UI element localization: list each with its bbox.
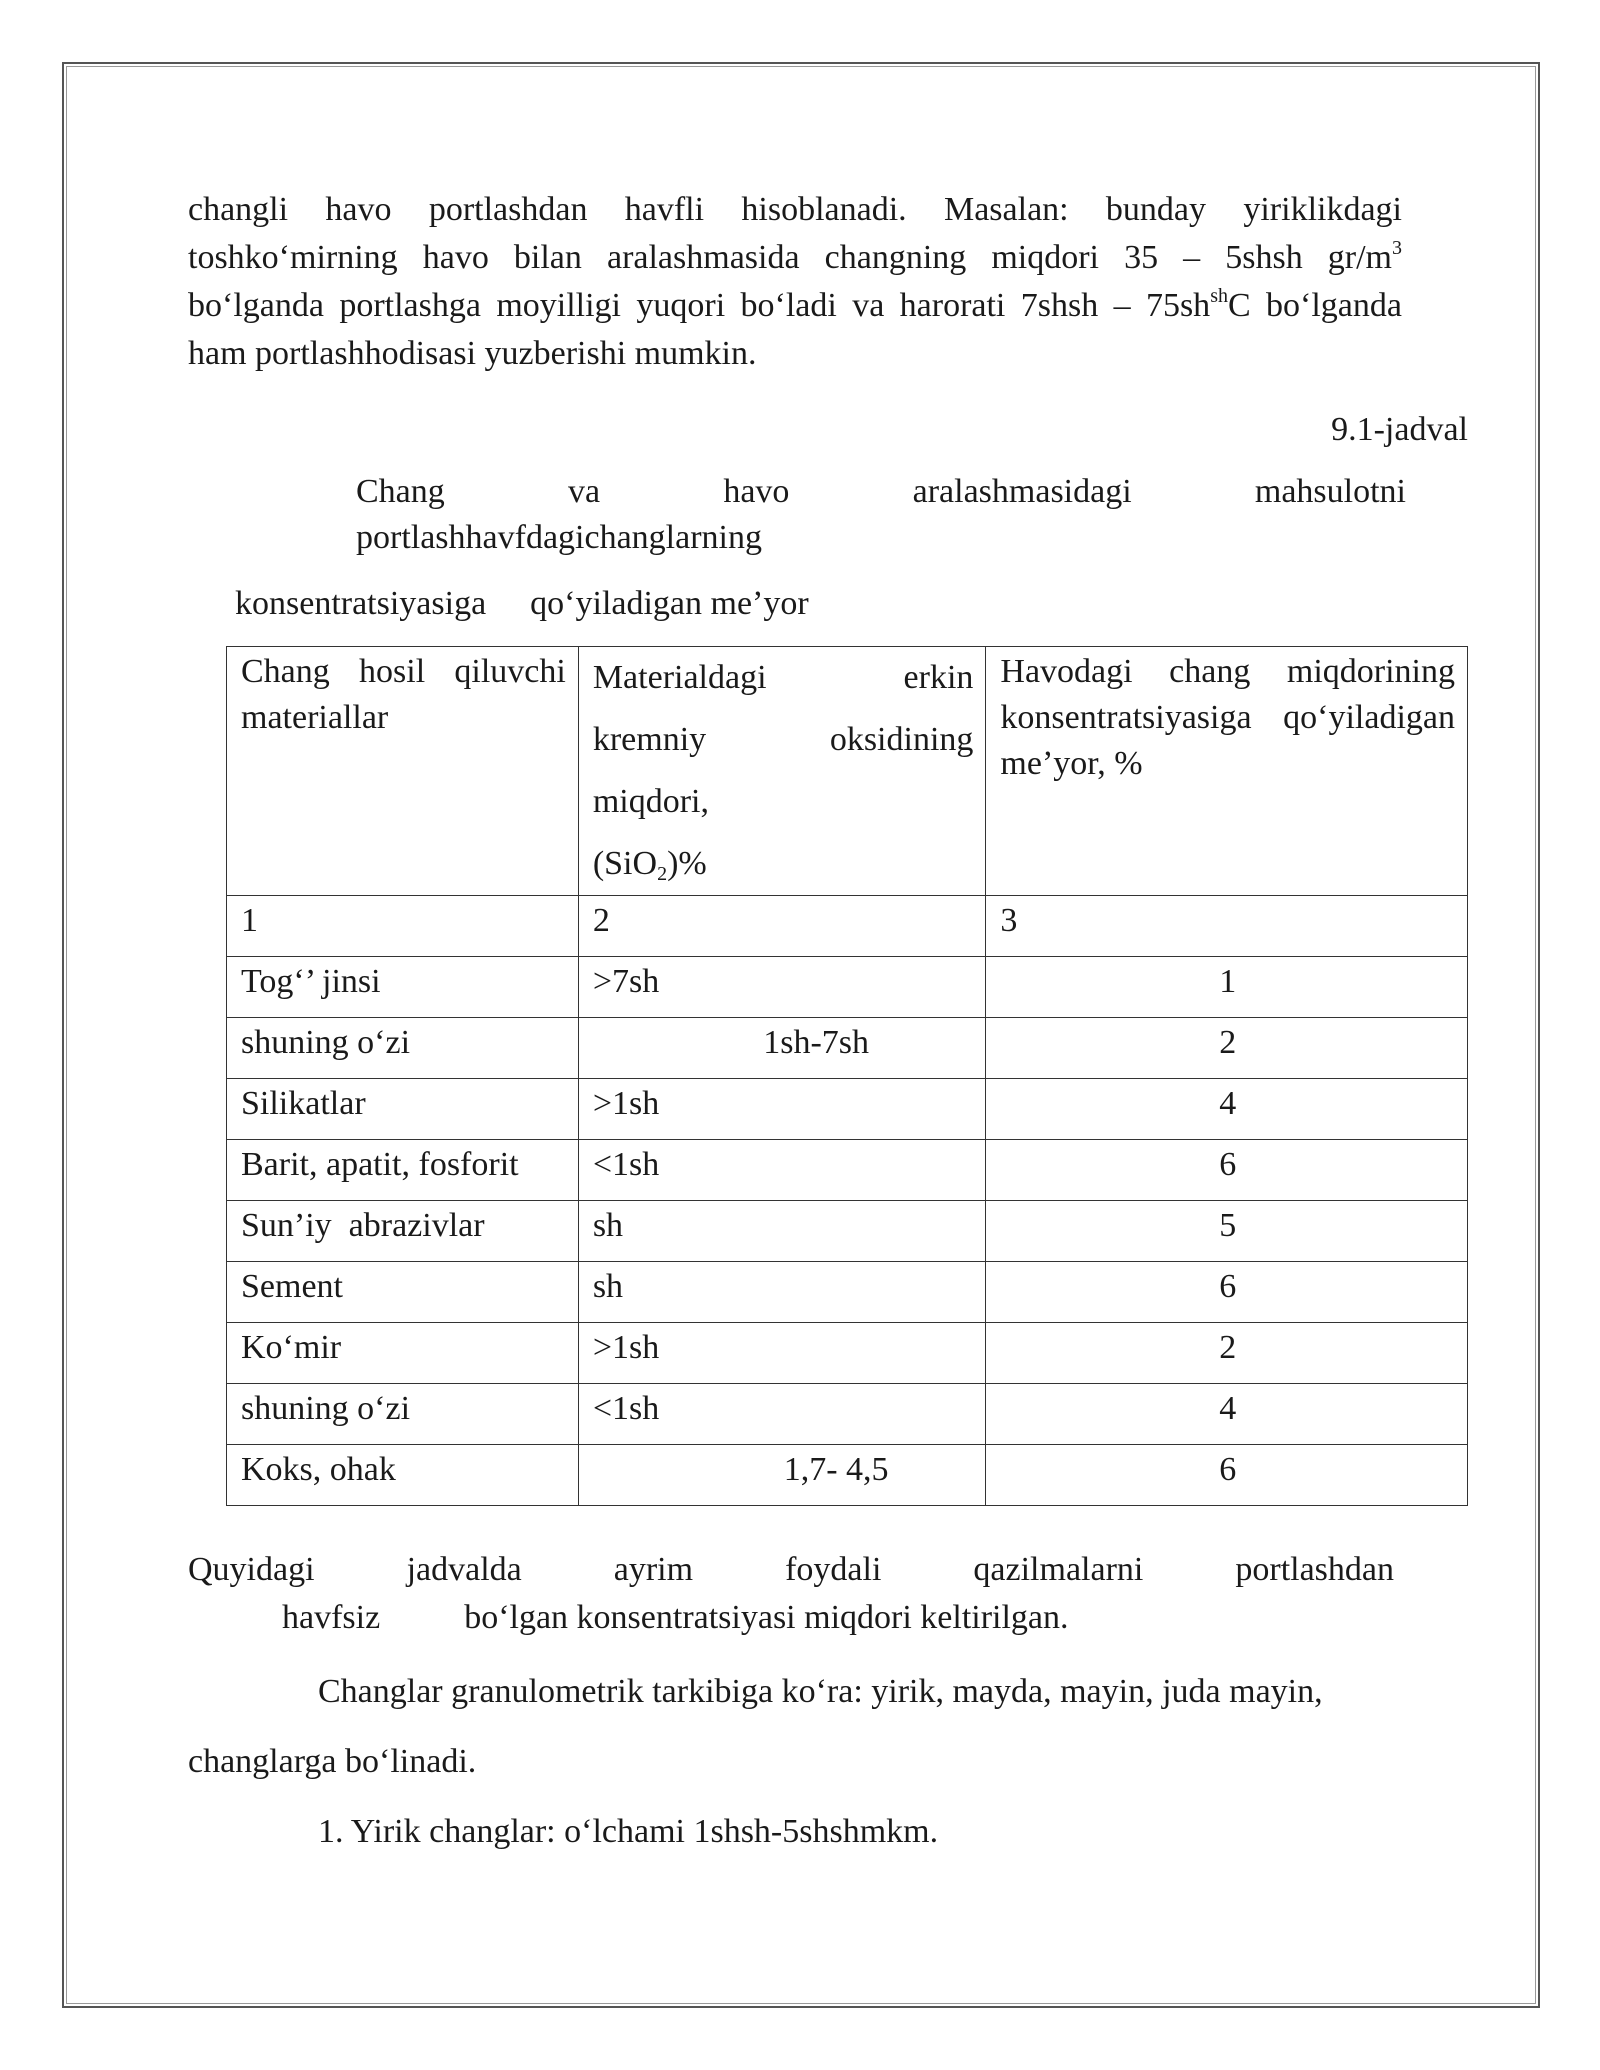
material-cell: Koʻmir — [227, 1323, 579, 1384]
sio2-cell: >1sh — [578, 1079, 986, 1140]
norm-cell: 2 — [986, 1323, 1468, 1384]
norm-cell: 1 — [986, 957, 1468, 1018]
sio2-cell: <1sh — [578, 1140, 986, 1201]
table-row — [227, 1140, 1468, 1201]
intro-line-1: changli havo portlashdan havfli hisoblanadi. Masalan: bunday yiriklikdagi — [188, 191, 1402, 228]
table-header-row — [227, 647, 1468, 896]
granulometry-line-1: Changlar granulometrik tarkibiga koʻra: yirik, mayda, mayin, juda mayin, — [318, 1673, 1323, 1710]
number-cell: 3 — [986, 896, 1468, 957]
header-norm: Havodagi chang miqdorining konsentratsiyasiga qoʻyiladigan meʼyor, % — [986, 647, 1468, 896]
caption-line-1: Chang va havo aralashmasidagi mahsulotni — [356, 473, 1406, 510]
material-cell: Barit, apatit, fosforit — [227, 1140, 579, 1201]
table-row — [227, 1384, 1468, 1445]
material-cell: Silikatlar — [227, 1079, 579, 1140]
table-row — [227, 957, 1468, 1018]
number-cell: 1 — [227, 896, 579, 957]
sio2-cell: sh — [578, 1201, 986, 1262]
sio2-cell: >1sh — [578, 1323, 986, 1384]
intro-line-3: boʻlganda portlashga moyilligi yuqori boʻladi va harorati 7shsh – $75sh^{sh}C$ boʻlganda — [188, 285, 1402, 324]
caption-line-3: konsentratsiyasiga qoʻyiladigan meʼyor — [235, 585, 809, 622]
material-cell: Koks, ohak — [227, 1445, 579, 1506]
norm-cell: 2 — [986, 1018, 1468, 1079]
material-cell: Sement — [227, 1262, 579, 1323]
material-cell: shuning oʻzi — [227, 1384, 579, 1445]
header-sio2: Materialdagi erkin kremniy oksidining miqdori, (SiO$_2$)% — [578, 647, 986, 896]
granulometry-line-2: changlarga boʻlinadi. — [188, 1743, 477, 1780]
number-cell: 2 — [578, 896, 986, 957]
material-cell: Tog‘’ jinsi — [227, 957, 579, 1018]
table-row — [227, 1201, 1468, 1262]
norm-cell: 6 — [986, 1140, 1468, 1201]
caption-line-2: portlashhavfdagichanglarning — [356, 519, 762, 556]
sio2-cell: 1,7- 4,5 — [578, 1445, 986, 1506]
table-label: 9.1-jadval — [1331, 411, 1468, 448]
table-row — [227, 1445, 1468, 1506]
header-material: Chang hosil qiluvchi materiallar — [227, 647, 579, 896]
material-cell: Sun’iy abrazivlar — [227, 1201, 579, 1262]
table-row — [227, 1018, 1468, 1079]
intro-line-2: toshkoʻmirning havo bilan aralashmasida changning miqdori 35 – 5shsh $gr/m^3$ — [188, 237, 1402, 276]
material-cell: shuning oʻzi — [227, 1018, 579, 1079]
after-table-line-1: Quyidagi jadvalda ayrim foydali qazilmalarni portlashdan — [188, 1551, 1394, 1588]
norm-cell: 6 — [986, 1445, 1468, 1506]
table-number-row — [227, 896, 1468, 957]
sio2-cell: >7sh — [578, 957, 986, 1018]
dust-norm-table — [226, 646, 1468, 1506]
sio2-cell: sh — [578, 1262, 986, 1323]
after-table-line-2: havfsiz boʻlgan konsentratsiyasi miqdori keltirilgan. — [282, 1599, 1069, 1636]
norm-cell: 6 — [986, 1262, 1468, 1323]
norm-cell: 4 — [986, 1384, 1468, 1445]
sio2-cell: <1sh — [578, 1384, 986, 1445]
norm-cell: 5 — [986, 1201, 1468, 1262]
sio2-cell: 1sh-7sh — [578, 1018, 986, 1079]
table-row — [227, 1262, 1468, 1323]
granulometry-item-1: 1. Yirik changlar: oʻlchami 1shsh-5shshmkm. — [318, 1813, 939, 1850]
table-row — [227, 1079, 1468, 1140]
intro-line-4: ham portlashhodisasi yuzberishi mumkin. — [188, 335, 757, 372]
table-row — [227, 1323, 1468, 1384]
norm-cell: 4 — [986, 1079, 1468, 1140]
